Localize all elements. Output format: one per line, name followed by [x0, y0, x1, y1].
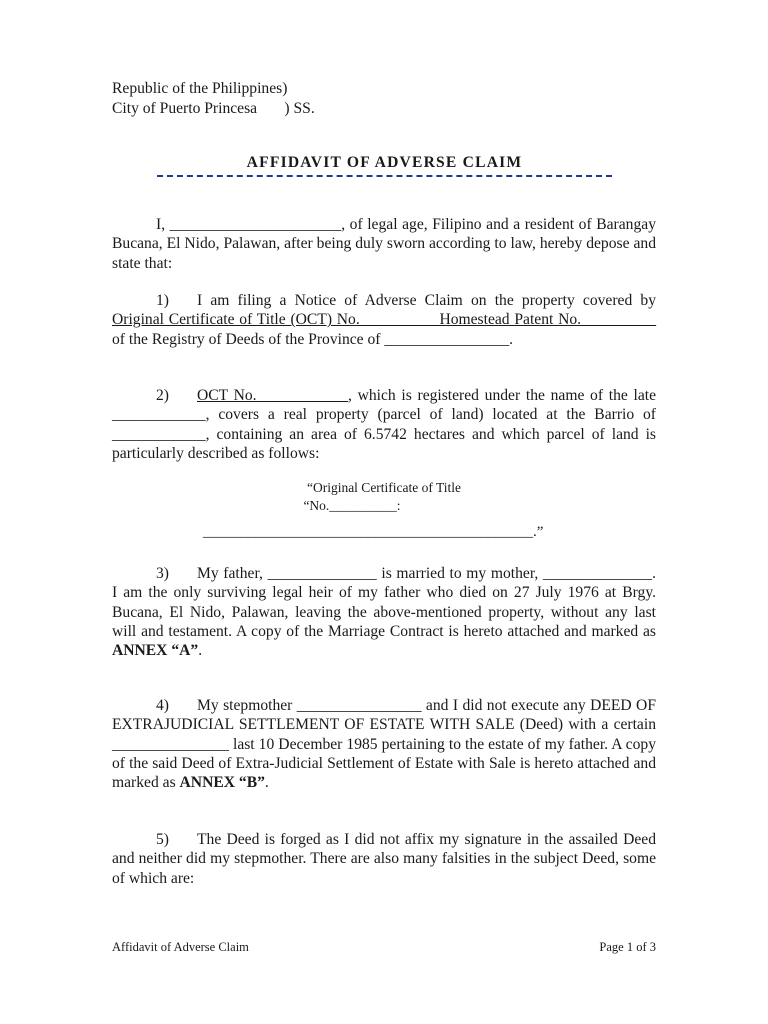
paragraph-4-number: 4) — [156, 697, 169, 714]
paragraph-3-text: My father, ______________ is married to my mother, ______________. I am the only surviving legal heir of my father who died on 27 July 1976 at Brgy. Bucana, El Nido, Palawan, leaving the above-mentioned property, without any last will and testament. A copy of the Marriage Contract is hereto attached and marked as — [112, 565, 656, 640]
annex-b-label: ANNEX “B” — [179, 774, 265, 792]
paragraph-5-number: 5) — [156, 831, 169, 848]
paragraph-4-text: My stepmother ________________ and I did not execute any DEED OF EXTRAJUDICIAL SETTLEMENT OF ESTATE WITH SALE (Deed) with a certain _______________ last 10 December 1985 pertaining to the estate of my father. A copy of the said Deed of Extra-Judicial Settlement of Estate with Sale is hereto attached and marked as — [112, 697, 656, 792]
paragraph-4: 4) My stepmother ________________ and I did not execute any DEED OF EXTRAJUDICIAL SETTLEMENT OF ESTATE WITH SALE (Deed) with a certain _______________ last 10 December 1985 pertaining to the estate of my father. A copy of the said Deed of Extra-Judicial Settlement of Estate with Sale is hereto attached and marked as ANNEX “B”. — [112, 697, 656, 792]
oct-quote-line-1: “Original Certificate of Title — [306, 480, 462, 495]
paragraph-3-number: 3) — [156, 565, 169, 582]
paragraph-3: 3) My father, ______________ is married to my mother, ______________. I am the only surviving legal heir of my father who died on 27 July 1976 at Brgy. Bucana, El Nido, Palawan, leaving the above-mentioned property, without any last will and testament. A copy of the Marriage Contract is hereto attached and marked as ANNEX “A”. — [112, 565, 656, 660]
document-title: AFFIDAVIT OF ADVERSE CLAIM — [246, 154, 523, 171]
paragraph-2-oct-reference: OCT No. ___________ — [197, 387, 349, 404]
footer-document-name: Affidavit of Adverse Claim — [112, 940, 249, 954]
oct-quote-line-2: “No.__________: — [303, 498, 401, 513]
paragraph-1-text-a: I am filing a Notice of Adverse Claim on the property covered by — [197, 292, 656, 309]
paragraph-5 — [112, 830, 656, 888]
venue-line-1: Republic of the Philippines) — [112, 80, 288, 97]
venue-line-2: City of Puerto Princesa ) SS. — [112, 100, 315, 117]
paragraph-1-text-b: of the Registry of Deeds of the Province of ________________. — [112, 330, 514, 348]
paragraph-1-number: 1) — [156, 292, 169, 309]
paragraph-5-text: The Deed is forged as I did not affix my signature in the assailed Deed and neither did my stepmother. There are also many falsities in the subject Deed, some of which are: — [112, 831, 656, 887]
intro-text: I, ______________________, of legal age, Filipino and a resident of Barangay Bucana, El Nido, Palawan, after being duly sworn according to law, hereby depose and state that: — [112, 216, 656, 272]
intro-paragraph — [112, 215, 656, 273]
oct-quote-line-3: ____________________________________________.” — [203, 524, 544, 540]
paragraph-2 — [112, 386, 656, 463]
paragraph-2-number: 2) — [156, 387, 169, 404]
paragraph-1-title-reference: Original Certificate of Title (OCT) No. _________ Homestead Patent No. _________ — [112, 311, 656, 329]
footer-page-number: Page 1 of 3 — [599, 940, 656, 954]
annex-a-label: ANNEX “A” — [112, 642, 199, 660]
title-dashed-rule — [157, 175, 612, 177]
paragraph-2-text: , which is registered under the name of the late ____________, covers a real property (parcel of land) located at the Barrio of ____________, containing an area of 6.5742 hectares and which parcel of land is particularly described as follows: — [112, 387, 656, 462]
paragraph-1 — [112, 291, 656, 349]
